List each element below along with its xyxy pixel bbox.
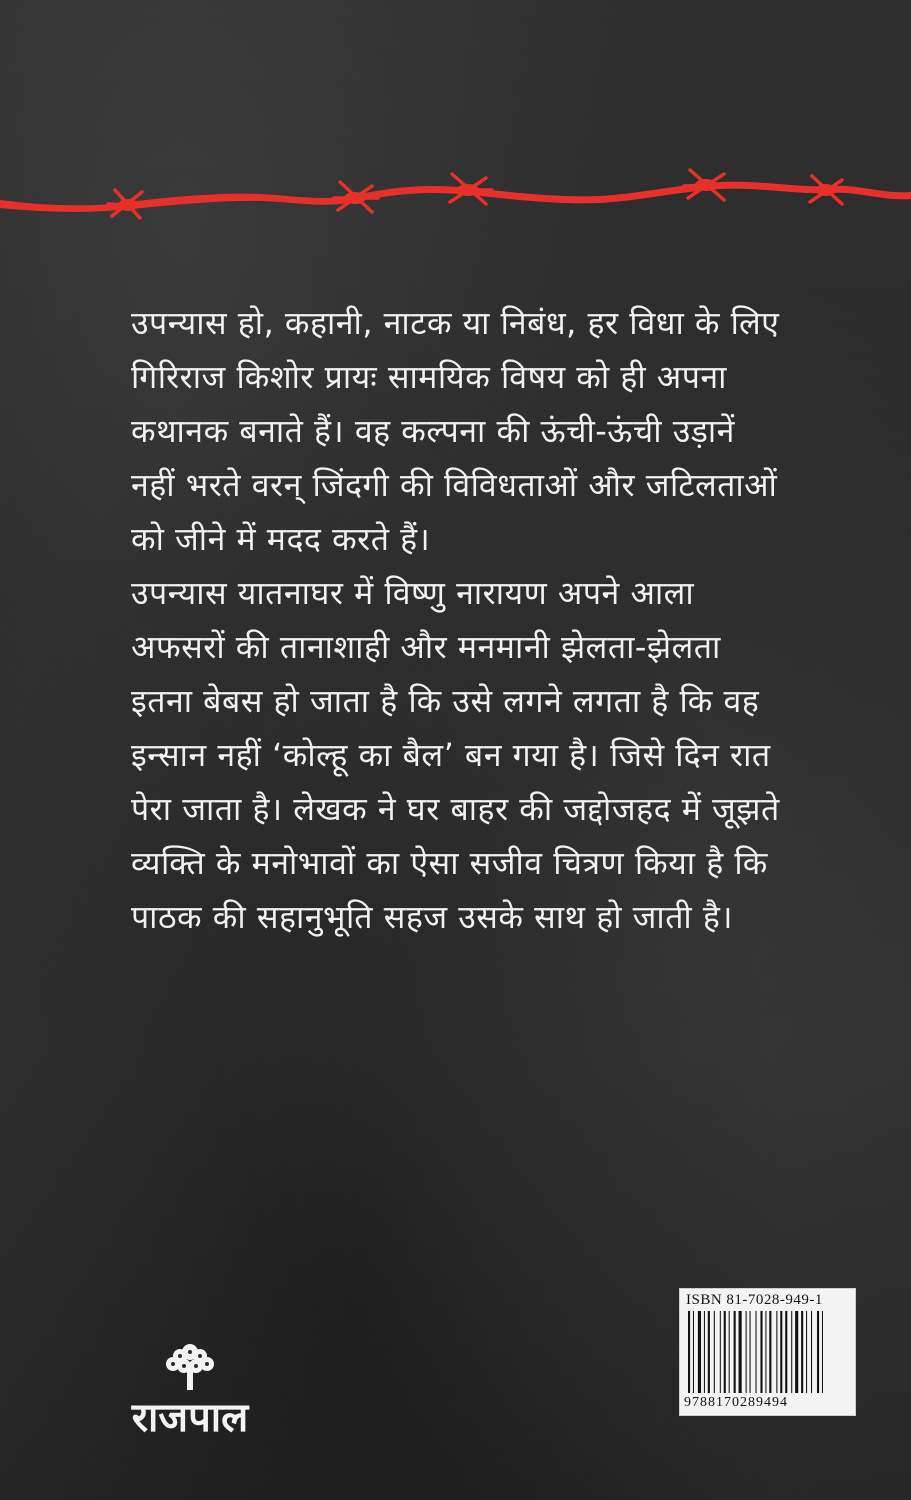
barcode-image (688, 1311, 850, 1393)
barcode-bar (714, 1311, 715, 1393)
barcode-bar (704, 1311, 705, 1393)
publisher-logo (100, 1340, 280, 1450)
barcode-bar (698, 1311, 701, 1393)
barcode-bar (811, 1311, 812, 1393)
barcode-bar (822, 1311, 823, 1393)
barcode-bar (765, 1311, 766, 1393)
blurb-paragraph-1: उपन्यास हो, कहानी, नाटक या निबंध, हर विधा के लिए गिरिराज किशोर प्रायः सामयिक विषय को ही अपना कथानक बनाते हैं। वह कल्पना की ऊंची-ऊंची उड़ानें नहीं भरते वरन् जिंदगी की विविधताओं और जटिलताओं को जीने में मदद करते हैं। (131, 304, 780, 558)
barcode-bar (801, 1311, 803, 1393)
barcode-bar (746, 1311, 747, 1393)
barcode-bar (760, 1311, 762, 1393)
barcode-bar (756, 1311, 757, 1393)
isbn-barcode-label (679, 1288, 856, 1416)
barcode-bar (750, 1311, 751, 1393)
blurb-paragraph-2: उपन्यास यातनाघर में विष्णु नारायण अपने आला अफसरों की तानाशाही और मनमानी झेलता-झेलता इतना बेबस हो जाता है कि उसे लगने लगता है कि वह इन्सान नहीं ‘कोल्हू का बैल’ बन गया है। जिसे दिन रात पेरा जाता है। लेखक ने घर बाहर की जद्दोजहद में जूझते व्यक्ति के मनोभावों का ऐसा सजीव चित्रण किया है कि पाठक की सहानुभूति सहज उसके साथ हो जाती है। (131, 574, 780, 936)
barcode-bar (817, 1311, 819, 1393)
barcode-number: 9788170289494 (684, 1395, 788, 1410)
barbed-wire-graphic (0, 160, 911, 240)
barcode-bar (708, 1311, 710, 1393)
barcode-bar (739, 1311, 742, 1393)
barcode-bar (776, 1311, 777, 1393)
barcode-bar (795, 1311, 798, 1393)
barcode-bar (734, 1311, 736, 1393)
barcode-bar (769, 1311, 771, 1393)
barcode-bar (806, 1311, 807, 1393)
barcode-bar (724, 1311, 726, 1393)
barcode-bar (729, 1311, 730, 1393)
barcode-bar (688, 1311, 690, 1393)
barcode-bar (785, 1311, 787, 1393)
back-cover-blurb (131, 296, 781, 944)
isbn-text: ISBN 81-7028-949-1 (686, 1292, 823, 1308)
barcode-bar (791, 1311, 792, 1393)
tree-icon (162, 1340, 218, 1392)
barcode-bar (780, 1311, 782, 1393)
barcode-bar (693, 1311, 694, 1393)
barcode-bar (720, 1311, 721, 1393)
publisher-name: राजपाल (131, 1395, 249, 1441)
